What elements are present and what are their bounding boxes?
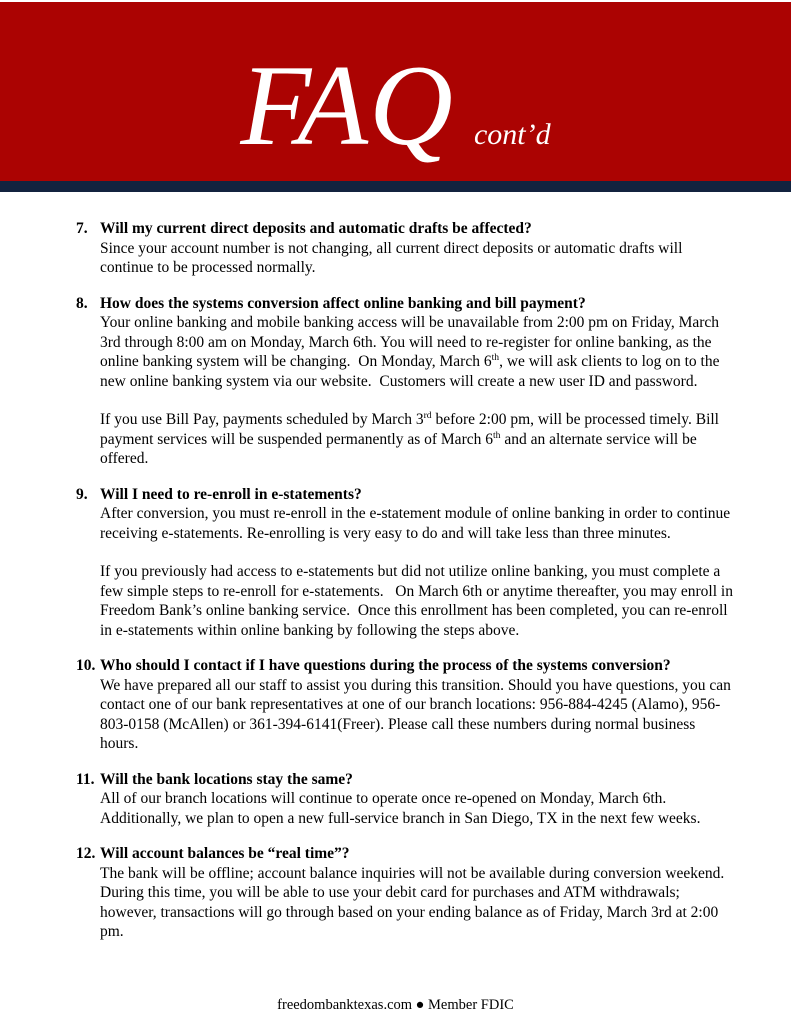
header-banner [0, 2, 791, 181]
faq-content [76, 219, 737, 958]
answer-paragraph: If you use Bill Pay, payments scheduled by March 3rd before 2:00 pm, will be processed timely. Bill payment services will be suspended permanently as of March 6th and an alternate service will be offered. [100, 409, 723, 467]
question-text: How does the systems conversion affect online banking and bill payment? [100, 294, 586, 312]
question-number: 7. [76, 220, 88, 237]
question-text: Will my current direct deposits and automatic drafts be affected? [100, 220, 532, 237]
faq-item-7 [76, 219, 737, 278]
question-text: Will I need to re-enroll in e-statements? [100, 485, 362, 503]
faq-item-11 [76, 770, 737, 829]
question-number: 12. [76, 845, 96, 862]
page-title: FAQ [240, 42, 454, 170]
faq-item-9 [76, 485, 737, 641]
answer-paragraph: We have prepared all our staff to assist you during this transition. Should you have questions, you can contact one of our bank representatives at one of our branch locations: 956-884-4245 (Alamo), 956-803-0158 (McAllen) or 361-394-6141(Freer). Please call these numbers during normal business hours. [100, 676, 735, 752]
faq-item-10 [76, 656, 737, 754]
banner-title-row [0, 42, 791, 170]
page-footer [0, 997, 791, 1014]
question-number: 9. [76, 485, 88, 503]
answer-paragraph: All of our branch locations will continue to operate once re-opened on Monday, March 6th. Additionally, we plan to open a new full-service branch in San Diego, TX in the next few weeks. [100, 790, 701, 827]
faq-item-body [100, 844, 737, 942]
answer-paragraph: After conversion, you must re-enroll in the e-statement module of online banking in order to continue receiving e-statements. Re-enrolling is very easy to do and will take less than three minutes. [100, 505, 735, 542]
divider-bar [0, 181, 791, 192]
faq-item-8 [76, 294, 737, 469]
answer-paragraph: If you previously had access to e-statements but did not utilize online banking, you must complete a few simple steps to re-enroll for e-statements. On March 6th or anytime thereafter, you may enroll in Freedom Bank’s online banking service. Once this enrollment has been completed, you can re-enroll in e-statements within online banking by following the steps above. [100, 563, 737, 639]
question-text: Who should I contact if I have questions during the process of the systems conversion? [100, 657, 671, 674]
faq-item-12 [76, 844, 737, 942]
answer-paragraph: The bank will be offline; account balance inquiries will not be available during conversion weekend. During this time, you will be able to use your debit card for purchases and ATM withdrawals; however, transactions will go through based on your ending balance as of Friday, March 3rd at 2:00 pm. [100, 864, 729, 940]
answer-paragraph: Since your account number is not changing, all current direct deposits or automatic drafts will continue to be processed normally. [100, 239, 687, 276]
faq-item-body [100, 294, 737, 469]
question-text: Will the bank locations stay the same? [100, 770, 353, 788]
question-number: 11. [76, 770, 95, 788]
question-number: 8. [76, 294, 88, 312]
faq-item-body [100, 219, 737, 278]
page-subtitle: cont’d [473, 118, 551, 151]
faq-item-body [100, 485, 737, 641]
faq-item-body [100, 770, 737, 829]
answer-paragraph: Your online banking and mobile banking access will be unavailable from 2:00 pm on Friday, March 3rd through 8:00 am on Monday, March 6th. You will need to re-register for online banking, as the online banking system will be changing. On Monday, March 6th, we will ask clients to log on to the new online banking system via our website. Customers will create a new user ID and password. [100, 314, 724, 390]
question-text: Will account balances be “real time”? [100, 845, 350, 862]
question-number: 10. [76, 657, 96, 674]
footer-text: freedombanktexas.com ● Member FDIC [277, 997, 514, 1013]
faq-item-body [100, 656, 737, 754]
